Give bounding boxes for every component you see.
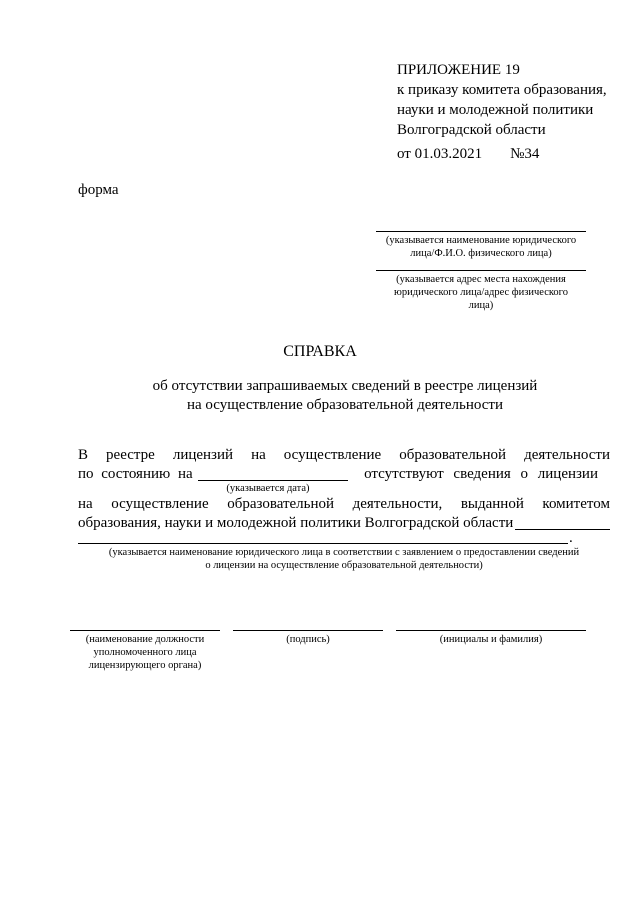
body-word: осуществление [111, 496, 209, 512]
body-line-3-text [78, 495, 610, 514]
body-word: комитетом [542, 496, 610, 512]
document-subtitle [100, 377, 590, 415]
body-word: образовательной [399, 447, 507, 463]
entity-name-line [376, 231, 586, 232]
committee-name: образования, науки и молодежной политики Волгоградской области [78, 515, 514, 531]
position-line[interactable] [70, 630, 220, 631]
signature-line[interactable] [233, 630, 383, 631]
committee-blank[interactable] [515, 514, 610, 530]
entity-name-hint-line-1: (указывается наименование юридического [385, 235, 577, 246]
position-hint-line-1: (наименование должности [85, 634, 205, 645]
applicant-line-period: . [569, 530, 573, 546]
initials-line[interactable] [396, 630, 586, 631]
address-hint-line-1: (указывается адрес места нахождения [396, 274, 566, 285]
body-line-2 [78, 465, 610, 484]
body-line-3 [78, 495, 610, 514]
address-hint-line-3: лица) [468, 300, 494, 311]
document-subtitle-line-2: на осуществление образовательной деятельности [186, 397, 504, 413]
appendix-title: ПРИЛОЖЕНИЕ 19 [397, 62, 520, 78]
entity-name-hint [370, 234, 592, 260]
signature-hint: (подпись) [286, 634, 330, 645]
body-word: на [251, 447, 266, 463]
absence-text: отсутствуют сведения о лицензии [364, 466, 598, 482]
body-word: реестре [106, 447, 155, 463]
applicant-hint-line-2: о лицензии на осуществление образовательной деятельности) [205, 560, 483, 571]
body-line-4 [78, 514, 610, 533]
applicant-hint-line-1: (указывается наименование юридического лица в соответствии с заявлением о предоставлении сведений [108, 547, 580, 558]
position-hint-line-3: лицензирующего органа) [88, 660, 202, 671]
order-date: от 01.03.2021 [397, 146, 483, 162]
body-line-1 [78, 446, 610, 465]
applicant-hint [78, 546, 610, 572]
as-of-label: по состоянию на [78, 466, 193, 482]
entity-name-hint-line-2: лица/Ф.И.О. физического лица) [410, 248, 552, 259]
address-line [376, 270, 586, 271]
form-label: форма [78, 182, 119, 198]
applicant-name-line[interactable] [78, 543, 568, 544]
document-subtitle-line-1: об отсутствии запрашиваемых сведений в реестре лицензий [152, 378, 538, 394]
appendix-block [397, 60, 607, 140]
date-hint: (указывается дата) [226, 483, 310, 494]
position-hint [65, 633, 225, 672]
appendix-line-2: науки и молодежной политики [397, 102, 594, 118]
body-word: В [78, 447, 89, 463]
body-word: на [78, 496, 93, 512]
address-hint-line-2: юридического лица/адрес физического [394, 287, 568, 298]
body-word: осуществление [283, 447, 382, 463]
address-hint [370, 273, 592, 312]
order-number: №34 [510, 146, 540, 162]
body-word: образовательной [227, 496, 335, 512]
body-word: деятельности [524, 447, 610, 463]
order-date-number [397, 146, 539, 163]
document-title: СПРАВКА [283, 343, 357, 360]
body-line-1-text [78, 446, 610, 465]
body-word: деятельности, [352, 496, 443, 512]
appendix-line-3: Волгоградской области [397, 122, 546, 138]
date-blank[interactable] [198, 465, 348, 481]
body-word: лицензий [172, 447, 234, 463]
position-hint-line-2: уполномоченного лица [93, 647, 197, 658]
body-word: выданной [460, 496, 524, 512]
appendix-line-1: к приказу комитета образования, [397, 82, 607, 98]
initials-hint: (инициалы и фамилия) [439, 634, 543, 645]
